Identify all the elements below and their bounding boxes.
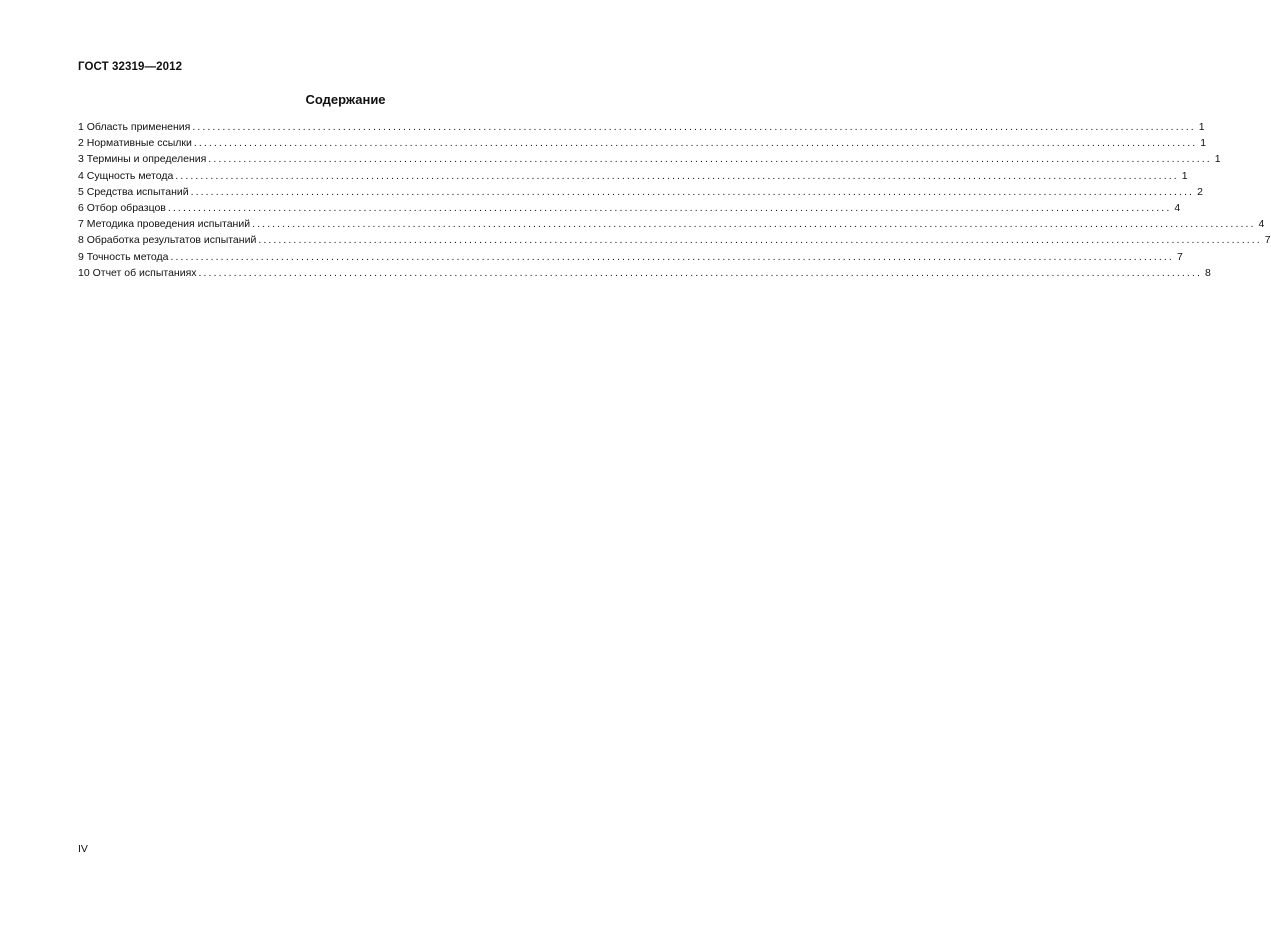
toc-dot-leader: ........................................................................................................................................................................................................ bbox=[198, 266, 1202, 279]
toc-entry[interactable] bbox=[78, 135, 1207, 151]
toc-entry[interactable] bbox=[78, 200, 1181, 216]
toc-entry-page: 4 bbox=[1174, 201, 1181, 214]
toc-title: Содержание bbox=[305, 92, 386, 107]
toc-entry-page: 1 bbox=[1198, 121, 1205, 133]
toc-entry-page: 2 bbox=[1197, 185, 1203, 198]
toc-dot-leader: ........................................................................................................................................................................................................ bbox=[192, 121, 1196, 133]
toc-entry-page: 7 bbox=[1264, 234, 1271, 247]
toc-entry-label: 5 Средства испытаний bbox=[78, 185, 189, 198]
toc-entry-label: 10 Отчет об испытаниях bbox=[78, 266, 197, 279]
toc-entry-page: 4 bbox=[1258, 218, 1265, 231]
toc-entry-label: 3 Термины и определения bbox=[78, 153, 207, 166]
toc-entry-label: 4 Сущность метода bbox=[78, 169, 174, 182]
toc-entry-page: 1 bbox=[1214, 153, 1221, 166]
toc-entry[interactable] bbox=[78, 265, 1211, 281]
toc-entry[interactable] bbox=[78, 184, 1203, 200]
toc-entry[interactable] bbox=[78, 151, 1221, 167]
toc-dot-leader: ........................................................................................................................................................................................................ bbox=[167, 201, 1172, 214]
toc-dot-leader: ........................................................................................................................................................................................................ bbox=[170, 250, 1174, 263]
toc-entry[interactable] bbox=[78, 168, 1188, 184]
toc-entry-label: 2 Нормативные ссылки bbox=[78, 137, 192, 150]
toc-entry[interactable] bbox=[78, 216, 1265, 232]
toc-dot-leader: ........................................................................................................................................................................................................ bbox=[193, 137, 1198, 150]
toc-entry-page: 7 bbox=[1176, 250, 1183, 263]
toc-entry[interactable] bbox=[78, 232, 1271, 248]
toc-dot-leader: ........................................................................................................................................................................................................ bbox=[208, 153, 1212, 166]
toc-entry-page: 1 bbox=[1200, 137, 1207, 150]
toc-dot-leader: ........................................................................................................................................................................................................ bbox=[252, 218, 1256, 231]
page-number: IV bbox=[78, 843, 88, 855]
toc-dot-leader: ........................................................................................................................................................................................................ bbox=[175, 169, 1179, 182]
toc-entry-label: 7 Методика проведения испытаний bbox=[78, 218, 251, 231]
toc-entry-label: 8 Обработка результатов испытаний bbox=[78, 234, 257, 247]
toc-entry-label: 1 Область применения bbox=[78, 121, 191, 133]
toc-dot-leader: ........................................................................................................................................................................................................ bbox=[190, 185, 1195, 198]
toc-entry-page: 1 bbox=[1181, 169, 1188, 182]
toc-entry-page: 8 bbox=[1204, 266, 1211, 279]
toc-entry[interactable] bbox=[78, 249, 1183, 265]
table-of-contents bbox=[78, 119, 1271, 281]
toc-dot-leader: ........................................................................................................................................................................................................ bbox=[258, 234, 1262, 247]
toc-entry-label: 9 Точность метода bbox=[78, 250, 169, 263]
document-code: ГОСТ 32319—2012 bbox=[78, 61, 183, 73]
toc-entry-label: 6 Отбор образцов bbox=[78, 201, 166, 214]
toc-entry[interactable] bbox=[78, 119, 1205, 135]
